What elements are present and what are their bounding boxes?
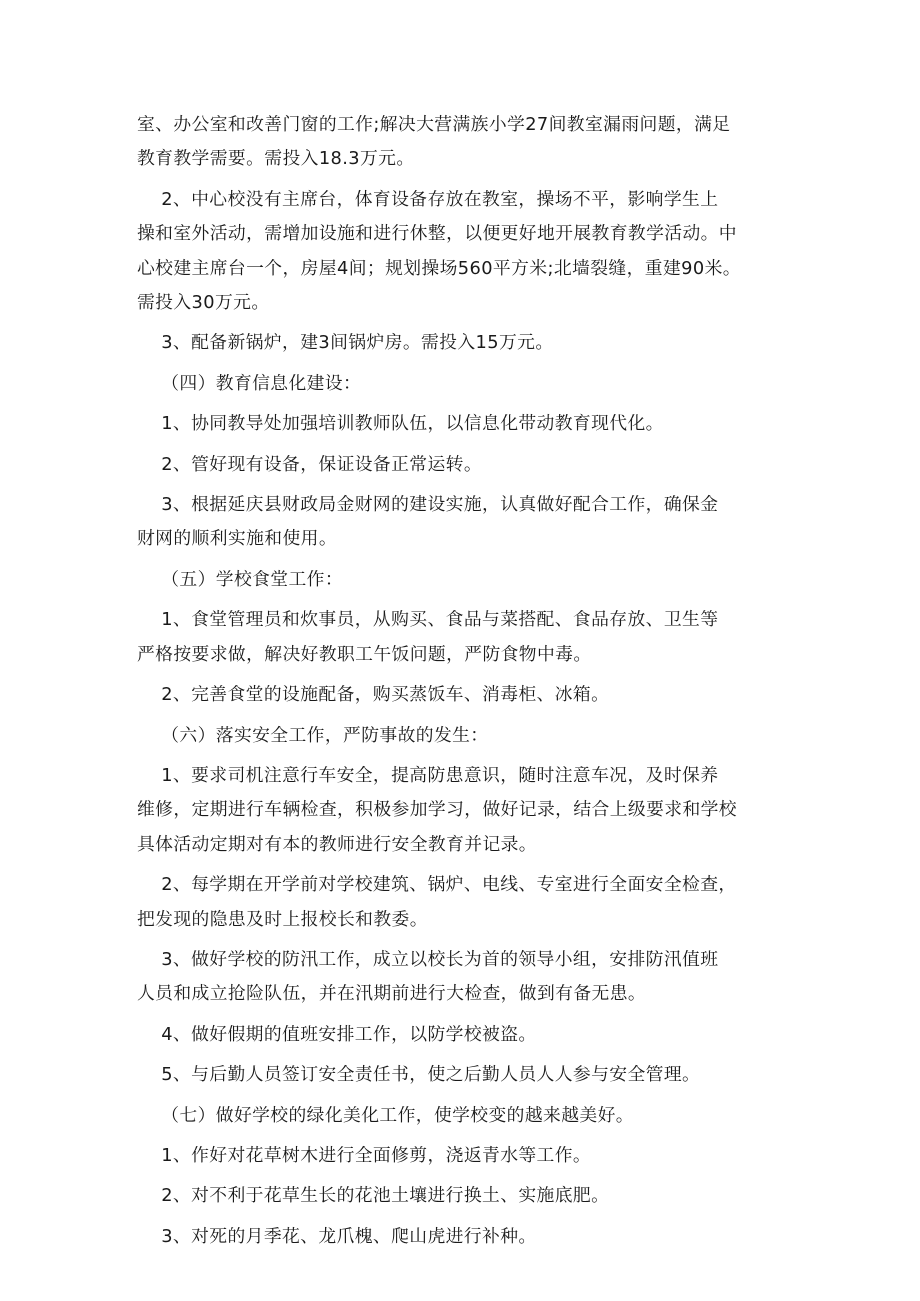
paragraph-equipment: 2、管好现有设备，保证设备正常运转。 xyxy=(137,453,483,475)
paragraph-school-repairs: 室、办公室和改善门窗的工作;解决大营满族小学27间教室漏雨问题，满足 教育教学需要。需投入18.3万元。 xyxy=(137,114,731,170)
paragraph-canteen-staff: 1、食堂管理员和炊事员，从购买、食品与菜搭配、食品存放、卫生等 严格按要求做，解决好教职工午饭问题，严防食物中毒。 xyxy=(137,609,719,665)
paragraph-soil-replacement: 2、对不利于花草生长的花池土壤进行换土、实施底肥。 xyxy=(137,1185,610,1207)
paragraph-safety-inspection: 2、每学期在开学前对学校建筑、锅炉、电线、专室进行全面安全检查， 把发现的隐患及时上报校长和教委。 xyxy=(137,874,737,930)
paragraph-holiday-duty: 4、做好假期的值班安排工作，以防学校被盗。 xyxy=(137,1023,537,1045)
paragraph-safety-responsibility: 5、与后勤人员签订安全责任书，使之后勤人员人人参与安全管理。 xyxy=(137,1064,701,1086)
paragraph-finance-network: 3、根据延庆县财政局金财网的建设实施，认真做好配合工作，确保金 财网的顺利实施和使用。 xyxy=(137,494,719,550)
paragraph-flood-prevention: 3、做好学校的防汛工作，成立以校长为首的领导小组，安排防汛值班 人员和成立抢险队伍，并在汛期前进行大检查，做到有备无患。 xyxy=(137,948,719,1005)
section-heading-safety: （六）落实安全工作，严防事故的发生： xyxy=(137,724,489,746)
section-heading-informatization: （四）教育信息化建设： xyxy=(137,372,362,394)
paragraph-replanting: 3、对死的月季花、龙爪槐、爬山虎进行补种。 xyxy=(137,1225,537,1247)
paragraph-central-school-platform: 2、中心校没有主席台，体育设备存放在教室，操场不平，影响学生上 操和室外活动，需增加设施和进行休整，以便更好地开展教育教学活动。中 心校建主席台一个，房屋4间；规划操场560平方米;北墙裂缝，重建90米。 需投入30万元。 xyxy=(137,188,741,314)
paragraph-pruning: 1、作好对花草树木进行全面修剪，浇返青水等工作。 xyxy=(137,1144,592,1166)
paragraph-boiler: 3、配备新锅炉，建3间锅炉房。需投入15万元。 xyxy=(137,332,554,354)
paragraph-teacher-training: 1、协同教导处加强培训教师队伍，以信息化带动教育现代化。 xyxy=(137,413,664,435)
paragraph-canteen-equipment: 2、完善食堂的设施配备，购买蒸饭车、消毒柜、冰箱。 xyxy=(137,684,610,706)
section-heading-greening: （七）做好学校的绿化美化工作，使学校变的越来越美好。 xyxy=(137,1104,634,1126)
paragraph-driver-safety: 1、要求司机注意行车安全，提高防患意识，随时注意车况，及时保养 维修，定期进行车辆检查，积极参加学习，做好记录，结合上级要求和学校 具体活动定期对有本的教师进行安全教育并记录。 xyxy=(137,764,737,855)
section-heading-canteen: （五）学校食堂工作： xyxy=(137,568,344,590)
